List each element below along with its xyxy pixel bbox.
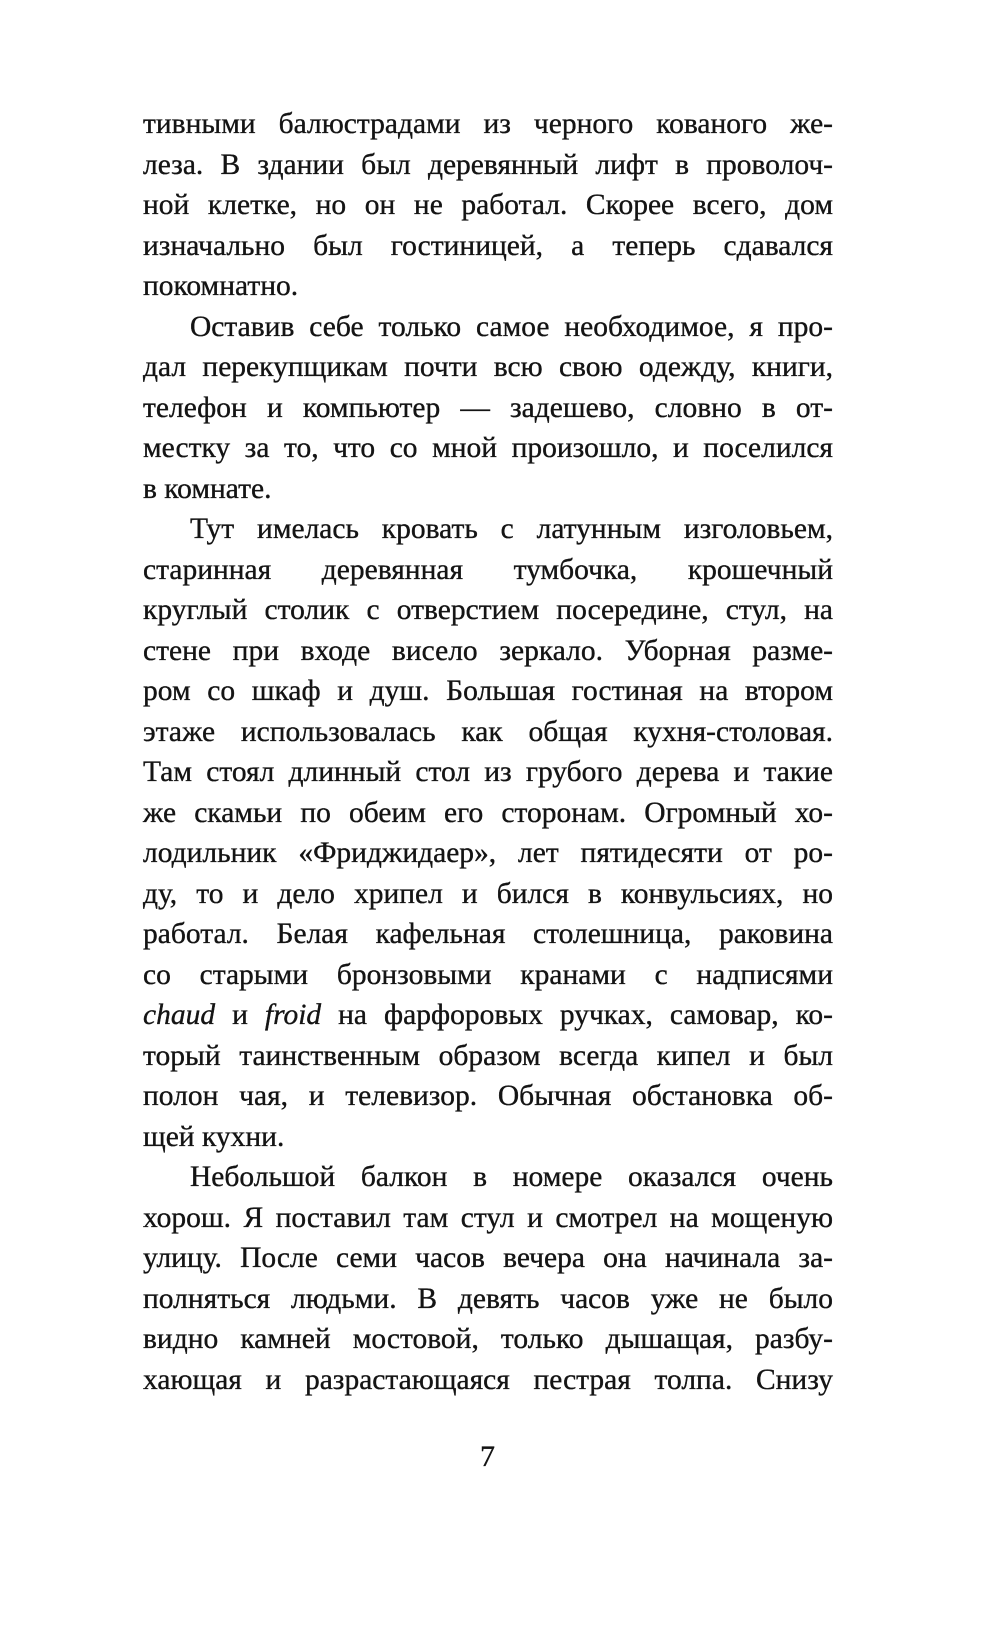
paragraph xyxy=(143,1157,833,1400)
text-line: телефон и компьютер — задешево, словно в от- xyxy=(143,391,833,424)
text-line: работал. Белая кафельная столешница, раковина xyxy=(143,918,833,950)
text-line: Оставив себе только самое необходимое, я про- xyxy=(190,310,833,343)
italic-word: froid xyxy=(264,999,322,1031)
text-line: хающая и разрастающаяся пестрая толпа. Снизу xyxy=(143,1363,833,1396)
text-line: старинная деревянная тумбочка, крошечный xyxy=(143,553,833,586)
text-line: хорош. Я поставил там стул и смотрел на мощеную xyxy=(143,1201,833,1234)
paragraph xyxy=(143,509,833,1157)
text-line: торый таинственным образом всегда кипел и был xyxy=(143,1039,833,1072)
text-line: щей кухни. xyxy=(143,1120,285,1153)
text-line: со старыми бронзовыми кранами с надписями xyxy=(143,958,833,991)
paragraph xyxy=(143,104,833,307)
text-line: Тут имелась кровать с латунным изголовьем, xyxy=(190,513,833,545)
paragraph xyxy=(143,307,833,510)
italic-word: chaud xyxy=(143,999,216,1031)
text-line: ной клетке, но он не работал. Скорее всего, дом xyxy=(143,189,833,221)
text-line: лодильник «Фриджидаер», лет пятидесяти от ро- xyxy=(143,837,833,869)
text-line: этаже использовалась как общая кухня-столовая. xyxy=(143,715,833,748)
text-line: тивными балюстрадами из черного кованого же- xyxy=(143,108,833,140)
text-segment: и xyxy=(215,999,265,1031)
text-line: же скамьи по обеим его сторонам. Огромный хо- xyxy=(143,796,833,829)
text-line: Там стоял длинный стол из грубого дерева и такие xyxy=(143,756,833,788)
text-segment: на фарфоровых ручках, самовар, ко- xyxy=(321,999,833,1031)
text-line: дал перекупщикам почти всю свою одежду, книги, xyxy=(143,351,833,383)
body-text xyxy=(143,104,833,1400)
text-line: покомнатно. xyxy=(143,270,299,302)
text-line: ром со шкаф и душ. Большая гостиная на втором xyxy=(143,675,833,707)
text-line: ду, то и дело хрипел и бился в конвульсиях, но xyxy=(143,877,833,910)
page-number: 7 xyxy=(480,1440,495,1473)
text-line: стене при входе висело зеркало. Уборная разме- xyxy=(143,634,833,667)
text-line: местку за то, что со мной произошло, и поселился xyxy=(143,432,833,464)
text-line: круглый столик с отверстием посередине, стул, на xyxy=(143,594,833,626)
text-line: изначально был гостиницей, а теперь сдавался xyxy=(143,229,833,262)
text-line: леза. В здании был деревянный лифт в проволоч- xyxy=(143,148,833,181)
text-line: видно камней мостовой, только дышащая, разбу- xyxy=(143,1323,833,1355)
text-line: в комнате. xyxy=(143,472,272,505)
text-line: Небольшой балкон в номере оказался очень xyxy=(190,1161,833,1193)
text-line: улицу. После семи часов вечера она начинала за- xyxy=(143,1242,833,1274)
text-line xyxy=(143,995,833,1036)
text-line: полон чая, и телевизор. Обычная обстановка об- xyxy=(143,1080,833,1112)
text-line: полняться людьми. В девять часов уже не было xyxy=(143,1282,833,1315)
